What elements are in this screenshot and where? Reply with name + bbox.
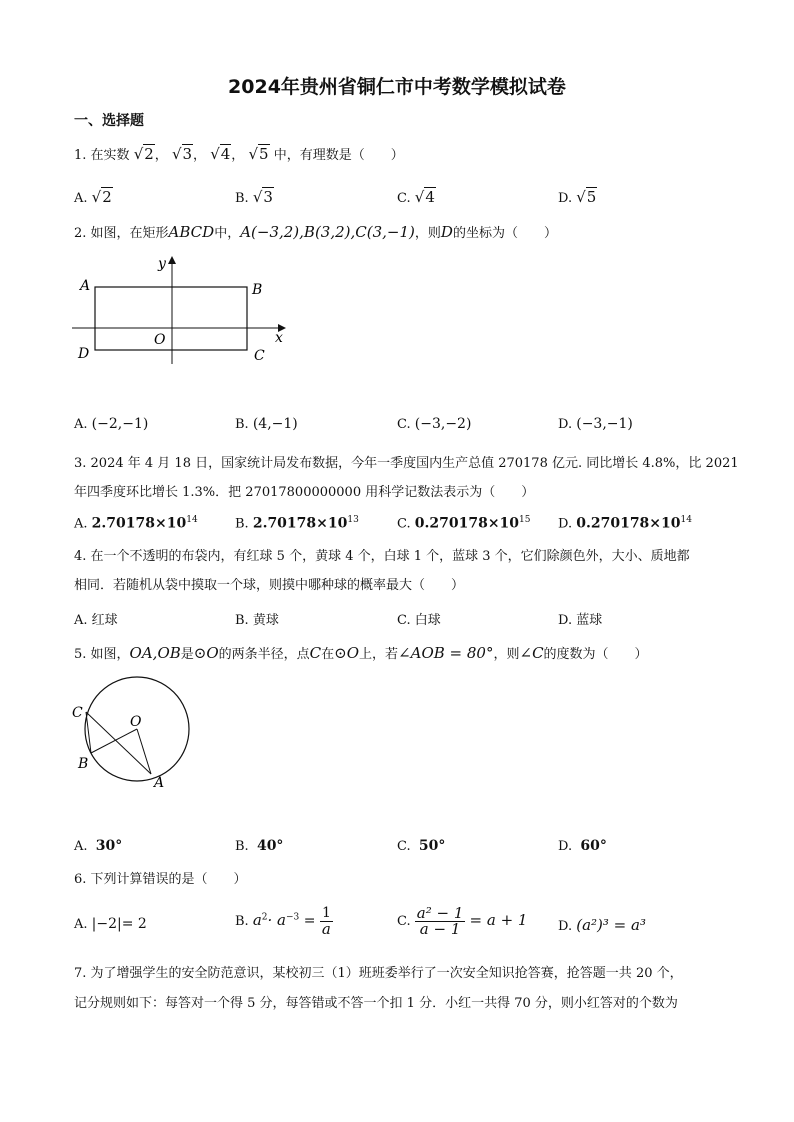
q5-option-c[interactable]: C. 50° [397,838,446,854]
q2-option-a[interactable]: A. (−2,−1) [74,416,149,432]
label-o: O [130,714,142,730]
q3-option-b[interactable]: B. $2.70178\times 10^{13}$ [235,515,359,532]
q2-figure [70,252,300,377]
q1-sqrt-5: √5 [248,145,269,163]
q2-rect-name: ABCD [168,223,215,241]
label-b: B [252,282,263,298]
question-5-stem: 5. 如图，OA,OB是⊙O的两条半径，点C在⊙O上，若∠AOB = 80°，则∠C的度数为（ ） [74,644,648,662]
question-3-line-2: 年四季度环比增长 1.3%．把 27017800000000 用科学记数法表示为（ ） [74,485,535,500]
question-7-line-2: 记分规则如下：每答对一个得 5 分，每答错或不答一个扣 1 分．小红一共得 70 分，则小红答对的个数为 [74,996,678,1011]
question-3-line-1: 3. 2024 年 4 月 18 日，国家统计局发布数据，今年一季度国内生产总值 270178 亿元. 同比增长 4.8%，比 2021 [74,456,739,471]
q3-option-c[interactable]: C. $0.270178\times 10^{15}$ [397,515,531,532]
q2-option-c[interactable]: C. (−3,−2) [397,416,472,432]
q1-stem-post: 中，有理数是（ ） [273,148,404,163]
q4-option-b[interactable]: B. 黄球 [235,613,279,628]
q6-option-c[interactable]: C. $\frac{\text{a² − 1}}{a - 1}$ = a + 1 [397,904,528,938]
q1-sqrt-4: √4 [210,145,231,163]
q5-option-b[interactable]: B. 40° [235,838,284,854]
label-x: x [275,330,283,346]
q1-option-d[interactable]: D. √5 [558,188,597,206]
q4-option-d[interactable]: D. 蓝球 [558,613,603,628]
q5-option-d[interactable]: D. 60° [558,838,607,854]
question-7-line-1: 7. 为了增强学生的安全防范意识，某校初三（1）班班委举行了一次安全知识抢答赛，抢答题一共 20 个， [74,966,683,981]
q4-option-a[interactable]: A. 红球 [74,613,118,628]
label-b: B [78,756,89,772]
q2-option-b[interactable]: B. (4,−1) [235,416,298,432]
label-a: A [154,775,165,791]
q1-sqrt-3: √3 [171,145,193,163]
question-2-stem: 2. 如图，在矩形ABCD中，A(−3,2),B(3,2),C(3,−1)，则D的坐标为（ ） [74,223,557,241]
section-heading: 一、选择题 [74,113,144,129]
q3-option-a[interactable]: A. $2.70178\times 10^{14}$ [74,515,198,532]
q2-option-d[interactable]: D. (−3,−1) [558,416,633,432]
label-d: D [78,346,90,362]
q5-figure [66,672,196,792]
q1-sqrt-2: √2 [133,145,154,163]
label-c: C [254,348,265,364]
q1-stem-pre: 1. 在实数 [74,148,130,163]
question-1-stem: 1. 在实数 √2， √3， √4， √5 中，有理数是（ ） [74,145,404,163]
question-6-stem: 6. 下列计算错误的是（ ） [74,872,247,887]
question-4-line-2: 相同．若随机从袋中摸取一个球，则摸中哪种球的概率最大（ ） [74,578,465,593]
q1-option-a[interactable]: A. √2 [74,188,112,206]
q1-option-b[interactable]: B. √3 [235,188,273,206]
q5-option-a[interactable]: A. 30° [74,838,123,854]
q2-coords: A(−3,2),B(3,2),C(3,−1) [240,223,415,241]
question-4-line-1: 4. 在一个不透明的布袋内，有红球 5 个，黄球 4 个，白球 1 个，蓝球 3 个，它们除颜色外，大小、质地都 [74,549,690,564]
q3-option-d[interactable]: D. $0.270178\times 10^{14}$ [558,515,692,532]
q1-option-c[interactable]: C. √4 [397,188,435,206]
page-title: 2024年贵州省铜仁市中考数学模拟试卷 [228,76,566,98]
label-o: O [154,332,166,348]
q6-option-b[interactable]: B. $a^2\cdot a^{-3}$ = $\frac{1}{a}$ [235,905,331,938]
label-c: C [72,705,83,721]
q6-option-d[interactable]: D. (a²)³ = a³ [558,916,646,934]
rectangle-abcd [95,287,247,350]
q6-option-a[interactable]: A. |−2|= 2 [74,916,147,932]
label-y: y [158,256,166,272]
label-a: A [80,278,91,294]
segment-ob [91,729,137,753]
q4-option-c[interactable]: C. 白球 [397,613,441,628]
